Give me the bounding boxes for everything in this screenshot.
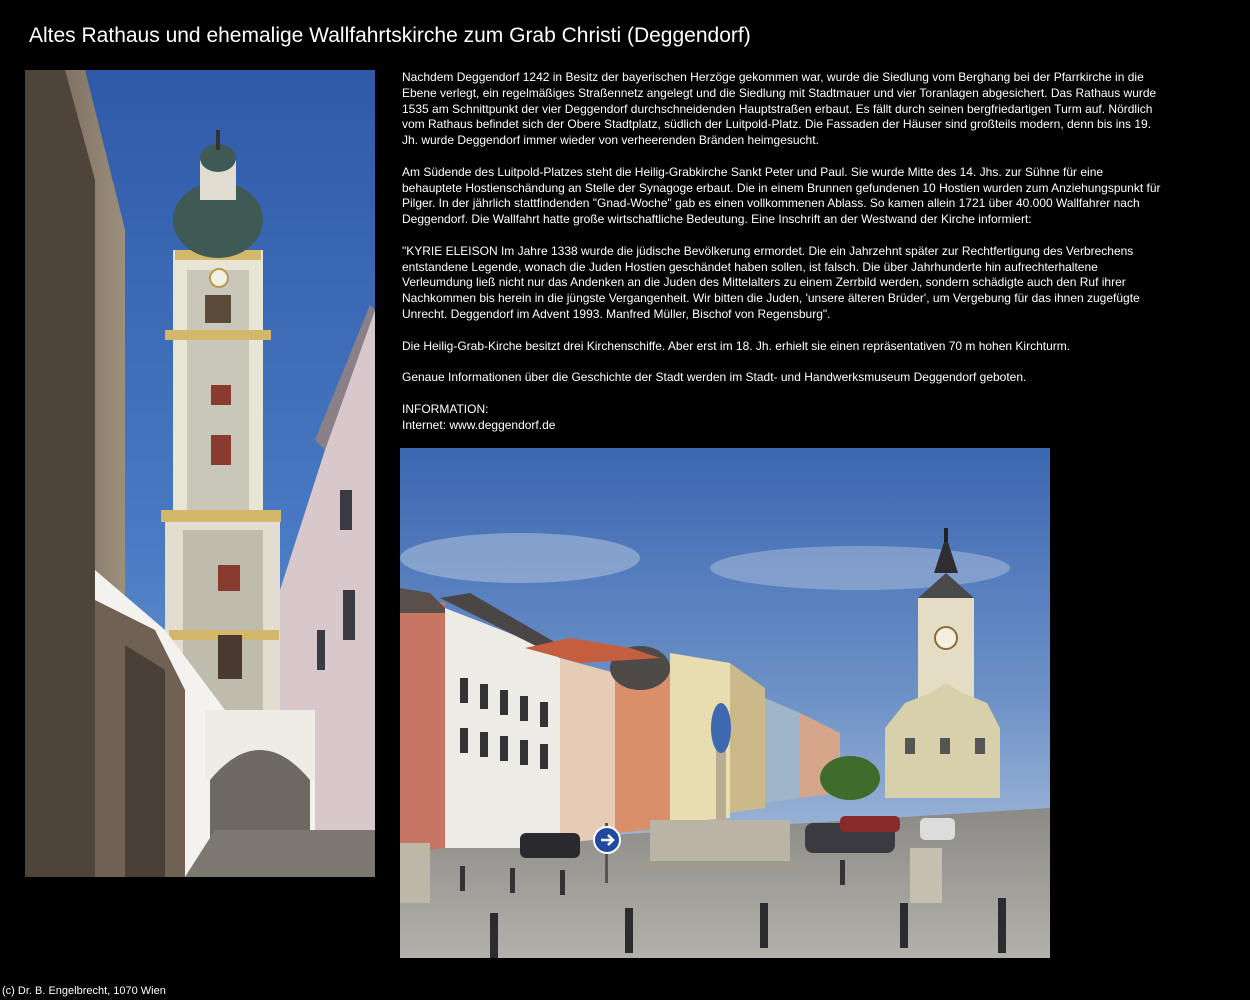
page-title: Altes Rathaus und ehemalige Wallfahrtskirche zum Grab Christi (Deggendorf) [29,24,751,47]
church-tower-photo [25,70,375,877]
internet-line [402,418,1162,434]
copyright-footer: (c) Dr. B. Engelbrecht, 1070 Wien [2,985,166,997]
info-heading: INFORMATION: [402,401,489,416]
paragraph-church: Am Südende des Luitpold-Platzes steht die Heilig-Grabkirche Sankt Peter und Paul. Sie wurde Mitte des 14. Jhs. zur Sühne für eine behauptete Hostienschändung an Stelle der Synagoge erbaut. Die in einem Brunnen gefundenen 10 Hostien wurden zum Anziehungspunkt für Pilger. In der jährlich stattfindenden "Gnad-Woche" gab es einen vollkommenen Ablass. So kamen allein 1721 über 40.000 Wallfahrer nach Deggendorf. Die Wallfahrt hatte große wirtschaftliche Bedeutung. Eine Inschrift an der Westwand der Kirche informiert: [402,164,1161,227]
paragraph-inscription: "KYRIE ELEISON Im Jahre 1338 wurde die jüdische Bevölkerung ermordet. Die ein Jahrzehnt später zur Rechtfertigung des Verbrechens entstandene Legende, wonach die Juden Hostien geschändet haben sollen, ist falsch. Die über Jahrhunderte hin aufrechterhaltene Verleumdung ließ nicht nur das Andenken an die Juden des Mittelalters zu einem Zerrbild werden, sondern schädigte auch den Ruf ihrer Nachkommen bis herein in die jüngste Vergangenheit. Wir bitten die Juden, 'unsere älteren Brüder', um Vergebung für das ihnen zugefügte Unrecht. Deggendorf im Advent 1993. Manfred Müller, Bischof von Regensburg". [402,243,1140,321]
article-text [402,70,1162,433]
town-square-photo [400,448,1050,958]
paragraph-history: Nachdem Deggendorf 1242 in Besitz der bayerischen Herzöge gekommen war, wurde die Siedlung vom Berghang bei der Pfarrkirche in die Ebene verlegt, ein regelmäßiges Straßennetz angelegt und die Siedlung mit Stadtmauer und vier Toranlagen abgesichert. Das Rathaus wurde 1535 am Schnittpunkt der vier Deggendorf durchschneidenden Hauptstraßen erbaut. Es fällt durch seinen bergfriedartigen Turm auf. Nördlich vom Rathaus befindet sich der Obere Stadtplatz, südlich der Luitpold-Platz. Die Fassaden der Häuser sind großteils modern, denn bis ins 19. Jh. wurde Deggendorf immer wieder von verheerenden Bränden heimgesucht. [402,70,1157,148]
paragraph-museum: Genaue Informationen über die Geschichte der Stadt werden im Stadt- und Handwerksmuseum Deggendorf geboten. [402,370,1027,385]
website-link[interactable]: www.deggendorf.de [449,417,556,432]
paragraph-tower: Die Heilig-Grab-Kirche besitzt drei Kirchenschiffe. Aber erst im 18. Jh. erhielt sie einen repräsentativen 70 m hohen Kirchturm. [402,338,1071,353]
internet-label: Internet: [402,417,450,432]
